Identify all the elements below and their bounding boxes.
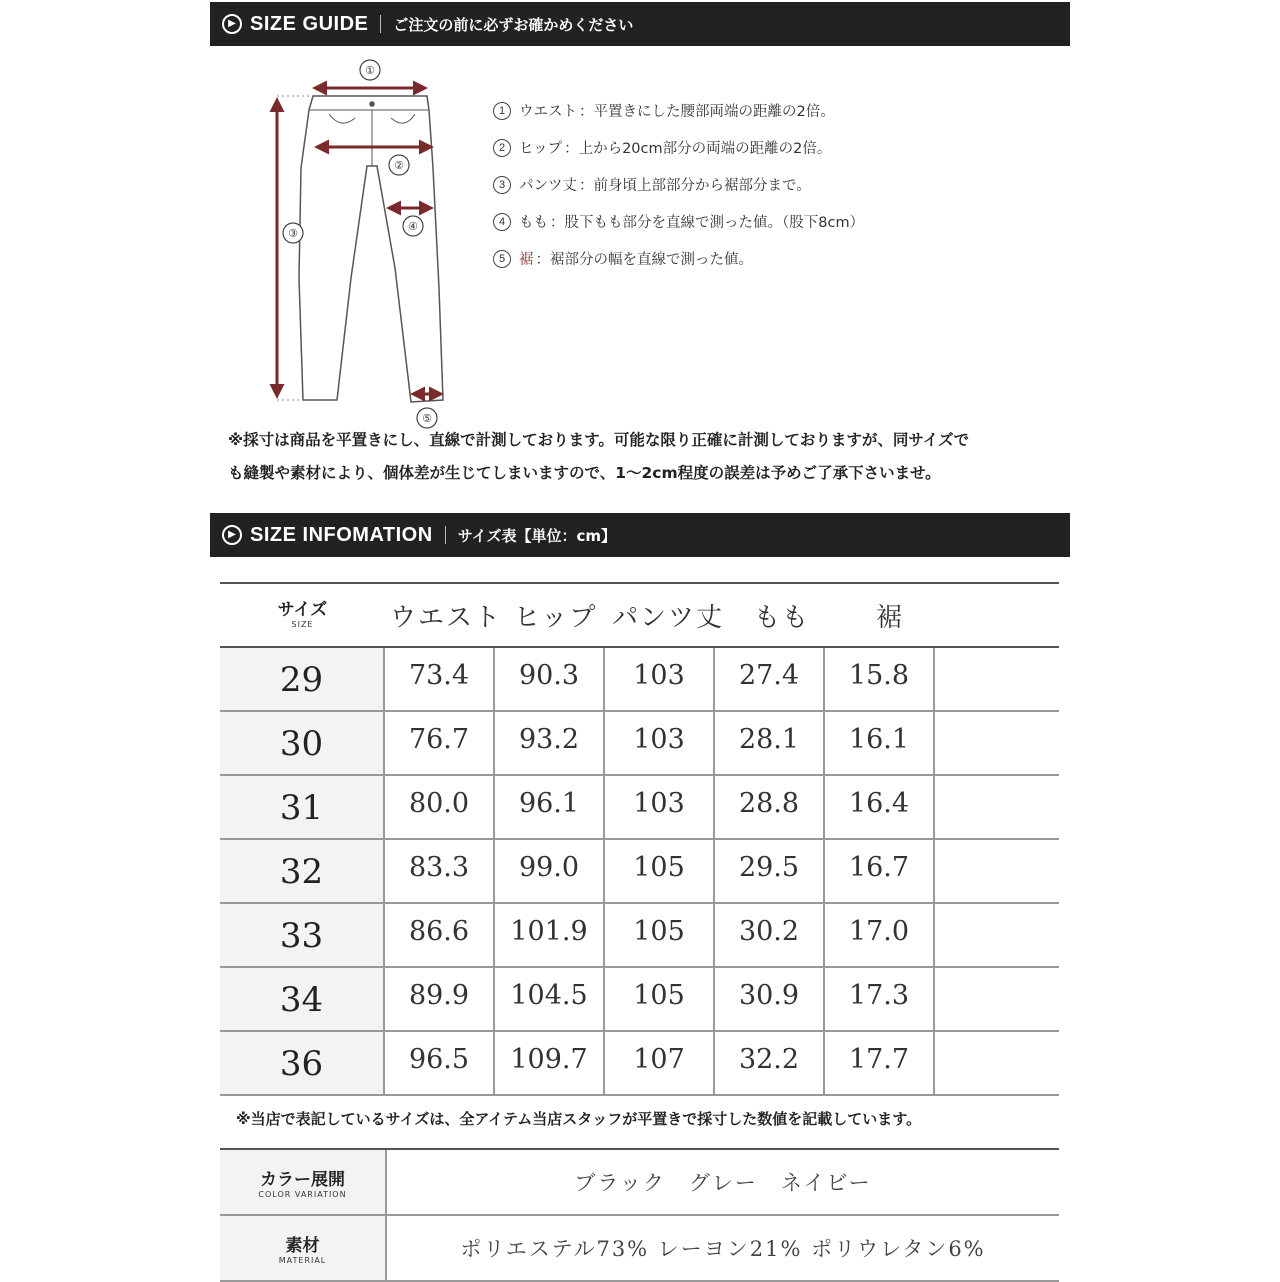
length-cell: 105 (605, 840, 715, 902)
label-jp: 素材 (285, 1236, 320, 1256)
size-guide-subtitle: ご注文の前に必ずお確かめください (393, 15, 634, 34)
length-cell: 103 (605, 712, 715, 774)
label-jp: カラー展開 (260, 1170, 345, 1190)
table-row (220, 776, 1059, 840)
size-cell: 29 (220, 648, 385, 710)
legend-number: 3 (493, 176, 511, 194)
hip-cell: 93.2 (495, 712, 605, 774)
size-table-header (220, 582, 1059, 648)
empty-cell (935, 968, 1045, 1030)
size-header-jp: サイズ (277, 600, 328, 620)
measurement-note-line-1: ※採寸は商品を平置きにし、直線で計測しております。可能な限り正確に計測しておりますが、同サイズで (228, 431, 970, 449)
hem-cell: 17.0 (825, 904, 935, 966)
material-label (220, 1216, 387, 1280)
size-cell: 30 (220, 712, 385, 774)
legend-label: ウエスト (519, 104, 577, 120)
measurement-legend (493, 92, 864, 277)
material-row (220, 1216, 1059, 1282)
marker-3: ③ (288, 228, 298, 240)
thigh-cell: 32.2 (715, 1032, 825, 1094)
measurement-note (228, 424, 969, 490)
empty-cell (935, 904, 1045, 966)
empty-cell (935, 776, 1045, 838)
waist-cell: 86.6 (385, 904, 495, 966)
pants-measurement-diagram (255, 48, 455, 433)
legend-label: 裾 (519, 252, 534, 268)
waist-cell: 80.0 (385, 776, 495, 838)
size-info-title: SIZE INFOMATION (250, 523, 433, 546)
legend-text: ：平置きにした腰部両端の距離の2倍。 (579, 104, 835, 120)
empty-cell (935, 840, 1045, 902)
thigh-cell: 28.8 (715, 776, 825, 838)
label-en: COLOR VARIATION (258, 1190, 347, 1199)
legend-item-hip (493, 129, 864, 166)
size-guide-header (210, 2, 1070, 46)
legend-item-hem (493, 240, 864, 277)
waist-cell: 96.5 (385, 1032, 495, 1094)
legend-text: ：上から20cm部分の両端の距離の2倍。 (564, 141, 832, 157)
legend-item-thigh (493, 203, 864, 240)
legend-item-length (493, 166, 864, 203)
size-info-subtitle: サイズ表【単位：cm】 (457, 526, 617, 545)
chevron-right-circle-icon: ▶ (222, 525, 242, 545)
waist-cell: 83.3 (385, 840, 495, 902)
hem-cell: 17.7 (825, 1032, 935, 1094)
hip-cell: 104.5 (495, 968, 605, 1030)
color-variation-label (220, 1150, 387, 1214)
marker-5: ⑤ (422, 413, 432, 425)
column-header-hip: ヒップ (514, 602, 598, 633)
header-divider (380, 15, 381, 33)
column-header-hem: 裾 (876, 602, 905, 633)
hem-cell: 16.1 (825, 712, 935, 774)
length-cell: 105 (605, 968, 715, 1030)
legend-number: 4 (493, 213, 511, 231)
chevron-right-circle-icon: ▶ (222, 14, 242, 34)
label-en: MATERIAL (278, 1256, 327, 1265)
waist-cell: 76.7 (385, 712, 495, 774)
hip-cell: 101.9 (495, 904, 605, 966)
material-value: ポリエステル73% レーヨン21% ポリウレタン6% (460, 1237, 986, 1261)
legend-label: もも (519, 215, 548, 231)
size-cell: 36 (220, 1032, 385, 1094)
length-cell: 107 (605, 1032, 715, 1094)
waist-cell: 73.4 (385, 648, 495, 710)
size-table (220, 582, 1059, 1096)
table-row (220, 904, 1059, 968)
legend-number: 5 (493, 250, 511, 268)
size-cell: 33 (220, 904, 385, 966)
size-cell: 34 (220, 968, 385, 1030)
column-header-thigh: もも (754, 602, 811, 633)
size-info-header (210, 513, 1070, 557)
hip-cell: 109.7 (495, 1032, 605, 1094)
legend-text: ：前身頃上部部分から裾部分まで。 (579, 178, 811, 194)
pants-outline (299, 96, 443, 402)
hem-cell: 15.8 (825, 648, 935, 710)
legend-text: ：股下もも部分を直線で測った値。（股下8cm） (550, 215, 865, 231)
hip-cell: 99.0 (495, 840, 605, 902)
size-header-en: SIZE (291, 620, 314, 629)
product-details-table (220, 1148, 1059, 1282)
color-variation-value: ブラック グレー ネイビー (574, 1171, 872, 1195)
empty-cell (935, 1032, 1045, 1094)
table-row (220, 648, 1059, 712)
legend-label: ヒップ (519, 141, 563, 157)
legend-item-waist (493, 92, 864, 129)
marker-2: ② (394, 160, 404, 172)
table-row (220, 712, 1059, 776)
thigh-cell: 30.9 (715, 968, 825, 1030)
color-variation-row (220, 1150, 1059, 1216)
length-cell: 105 (605, 904, 715, 966)
column-header-waist: ウエスト (390, 602, 503, 633)
size-cell: 31 (220, 776, 385, 838)
legend-number: 2 (493, 139, 511, 157)
empty-cell (935, 712, 1045, 774)
hip-cell: 90.3 (495, 648, 605, 710)
thigh-cell: 30.2 (715, 904, 825, 966)
empty-cell (935, 648, 1045, 710)
size-cell: 32 (220, 840, 385, 902)
hip-cell: 96.1 (495, 776, 605, 838)
header-divider (445, 526, 446, 544)
column-header-length: パンツ丈 (612, 602, 725, 633)
legend-number: 1 (493, 102, 511, 120)
hem-cell: 16.7 (825, 840, 935, 902)
legend-label: パンツ丈 (519, 178, 577, 194)
table-note: ※当店で表記しているサイズは、全アイテム当店スタッフが平置きで採寸した数値を記載しています。 (236, 1110, 922, 1128)
size-guide-title: SIZE GUIDE (250, 12, 369, 35)
marker-1: ① (365, 65, 375, 77)
table-row (220, 1032, 1059, 1096)
thigh-cell: 28.1 (715, 712, 825, 774)
thigh-cell: 27.4 (715, 648, 825, 710)
legend-text: ：裾部分の幅を直線で測った値。 (535, 252, 753, 268)
table-row (220, 968, 1059, 1032)
hem-cell: 16.4 (825, 776, 935, 838)
marker-4: ④ (408, 221, 418, 233)
waist-cell: 89.9 (385, 968, 495, 1030)
thigh-cell: 29.5 (715, 840, 825, 902)
measurement-note-line-2: も縫製や素材により、個体差が生じてしまいますので、1～2cm程度の誤差は予めご了承下さいませ。 (228, 464, 941, 482)
hem-cell: 17.3 (825, 968, 935, 1030)
length-cell: 103 (605, 648, 715, 710)
size-column-header (220, 601, 385, 629)
table-row (220, 840, 1059, 904)
length-cell: 103 (605, 776, 715, 838)
